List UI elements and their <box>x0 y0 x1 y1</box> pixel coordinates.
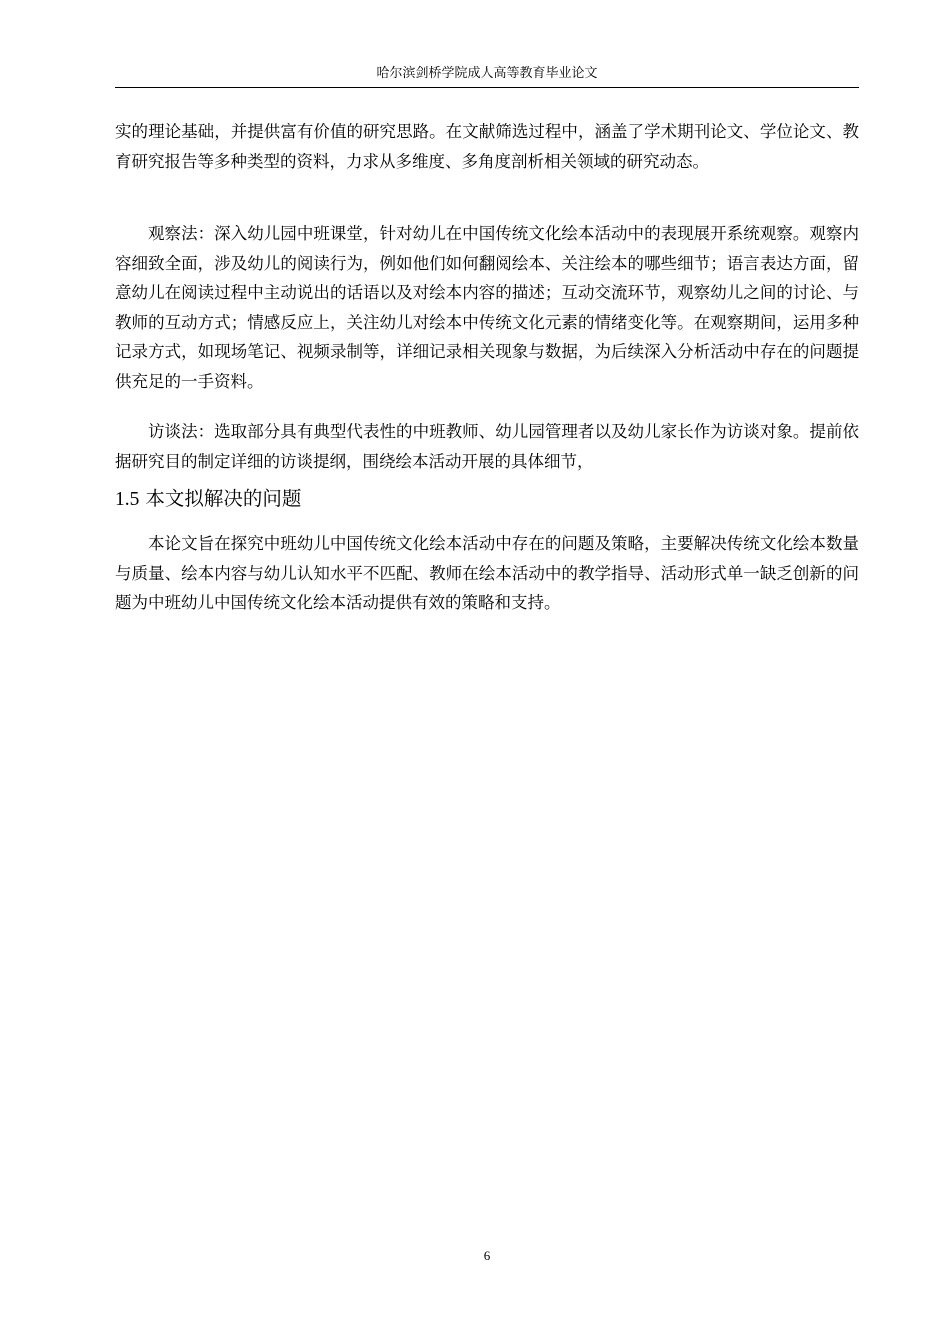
body-paragraph-observation-method: 观察法：深入幼儿园中班课堂，针对幼儿在中国传统文化绘本活动中的表现展开系统观察。观察内容细致全面，涉及幼儿的阅读行为，例如他们如何翻阅绘本、关注绘本的哪些细节；语言表达方面，留意幼儿在阅读过程中主动说出的话语以及对绘本内容的描述；互动交流环节，观察幼儿之间的讨论、与教师的互动方式；情感反应上，关注幼儿对绘本中传统文化元素的情绪变化等。在观察期间，运用多种记录方式，如现场笔记、视频录制等，详细记录相关现象与数据，为后续深入分析活动中存在的问题提供充足的一手资料。 <box>115 224 859 391</box>
body-paragraph-interview-method: 访谈法：选取部分具有典型代表性的中班教师、幼儿园管理者以及幼儿家长作为访谈对象。提前依据研究目的制定详细的访谈提纲，围绕绘本活动开展的具体细节， <box>115 422 859 471</box>
body-paragraph-research-problems: 本论文旨在探究中班幼儿中国传统文化绘本活动中存在的问题及策略，主要解决传统文化绘本数量与质量、绘本内容与幼儿认知水平不匹配、教师在绘本活动中的教学指导、活动形式单一缺乏创新的问题为中班幼儿中国传统文化绘本活动提供有效的策略和支持。 <box>115 534 859 613</box>
page-number: 6 <box>483 1248 491 1263</box>
page-header: 哈尔滨剑桥学院成人高等教育毕业论文 <box>376 66 598 81</box>
body-paragraph-literature-continuation: 实的理论基础，并提供富有价值的研究思路。在文献筛选过程中，涵盖了学术期刊论文、学位论文、教育研究报告等多种类型的资料，力求从多维度、多角度剖析相关领域的研究动态。 <box>115 122 859 171</box>
header-divider <box>115 87 859 88</box>
section-number: 1.5 <box>115 489 140 510</box>
section-title: 本文拟解决的问题 <box>145 487 302 510</box>
section-heading <box>115 484 859 515</box>
